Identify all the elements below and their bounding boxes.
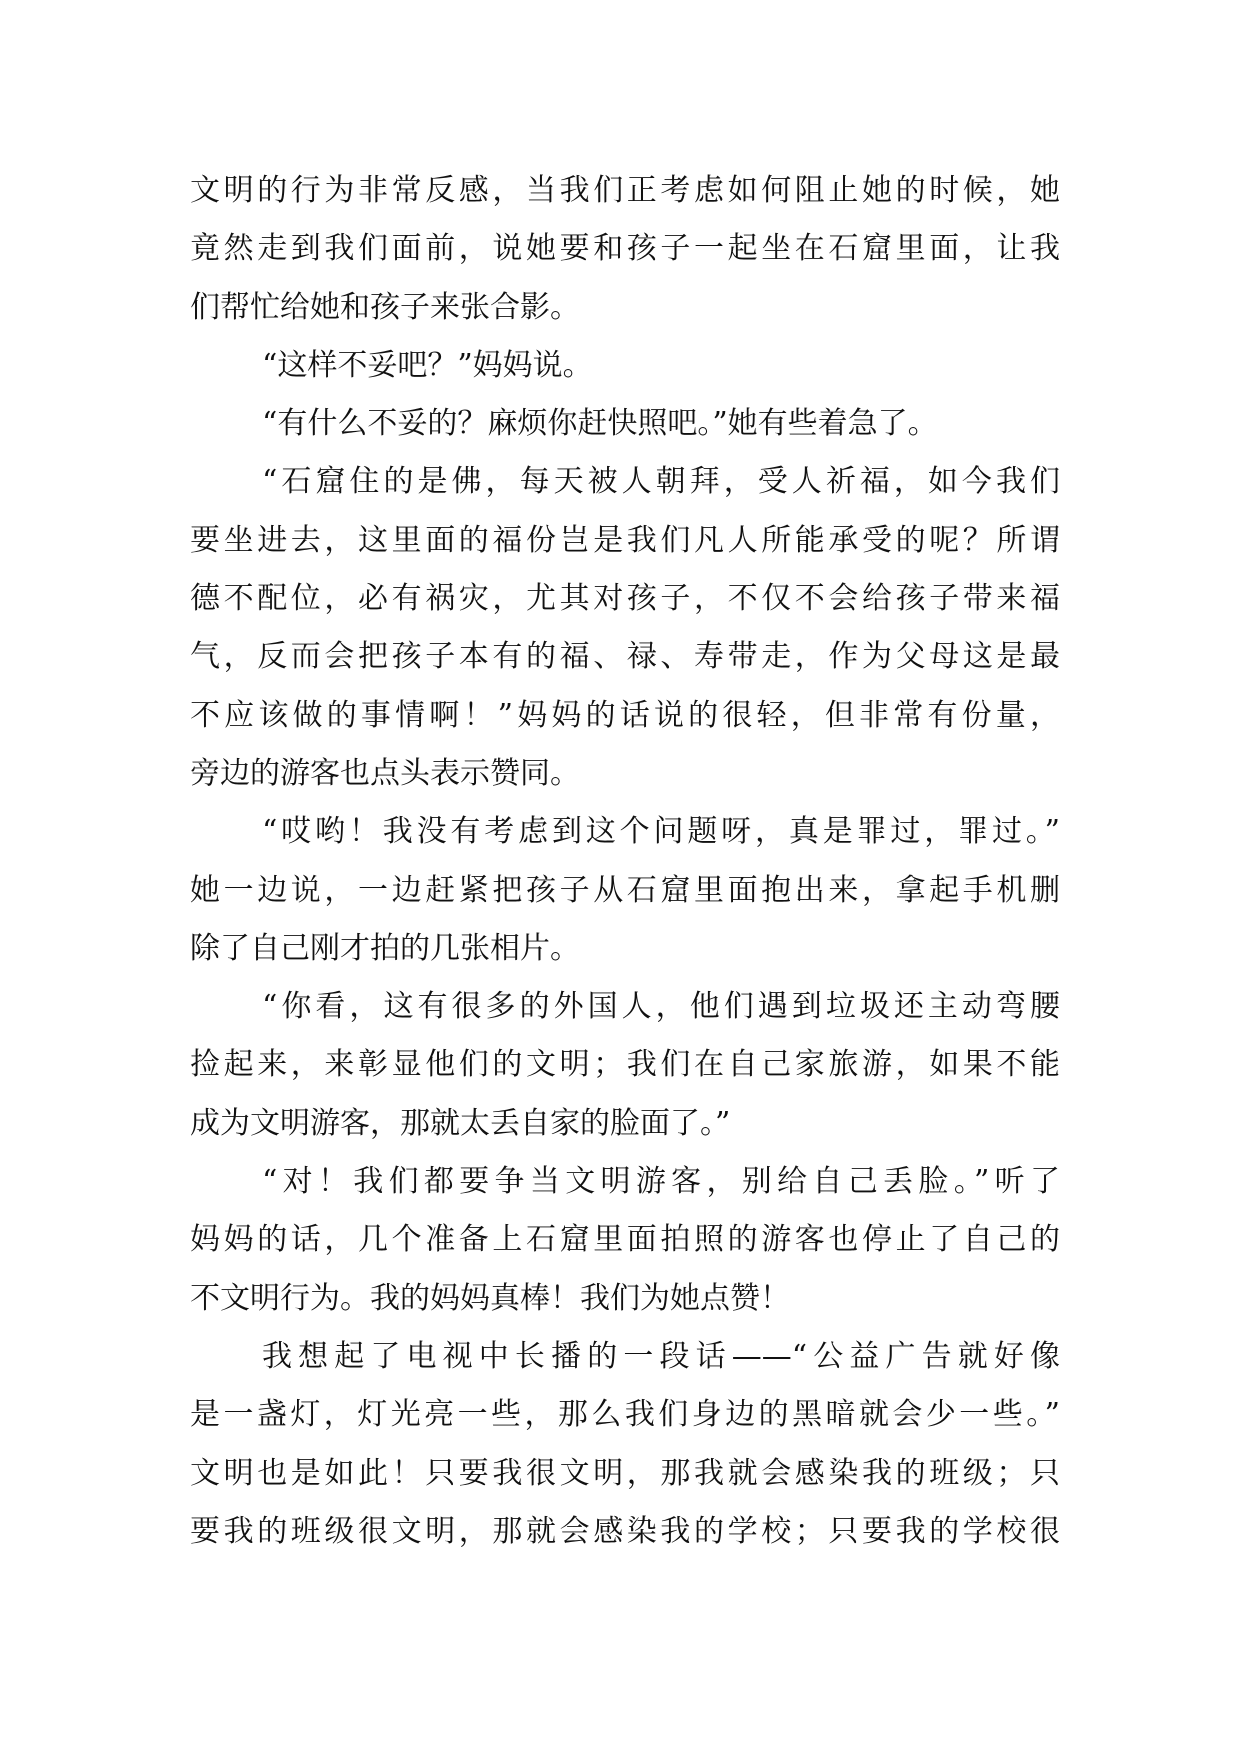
text-line: 是一盏灯，灯光亮一些，那么我们身边的黑暗就会少一些。” [190, 1397, 1060, 1433]
text-line: “哎哟！我没有考虑到这个问题呀，真是罪过，罪过。” [262, 814, 1060, 850]
text-line: 文明也是如此！只要我很文明，那我就会感染我的班级；只 [190, 1455, 1060, 1491]
text-line: 捡起来，来彰显他们的文明；我们在自己家旅游，如果不能 [190, 1047, 1060, 1083]
text-line: 不应该做的事情啊！”妈妈的话说的很轻，但非常有份量， [190, 697, 1060, 733]
text-line: 要坐进去，这里面的福份岂是我们凡人所能承受的呢？所谓 [190, 522, 1060, 558]
text-line: 她一边说，一边赶紧把孩子从石窟里面抱出来，拿起手机删 [190, 872, 1060, 908]
text-line: 德不配位，必有祸灾，尤其对孩子，不仅不会给孩子带来福 [190, 581, 1060, 617]
text-line: “你看，这有很多的外国人，他们遇到垃圾还主动弯腰 [262, 989, 1060, 1025]
text-line: 妈妈的话，几个准备上石窟里面拍照的游客也停止了自己的 [190, 1222, 1060, 1258]
text-line: 不文明行为。我的妈妈真棒！我们为她点赞！ [190, 1280, 790, 1316]
text-line: “石窟住的是佛，每天被人朝拜，受人祈福，如今我们 [262, 464, 1060, 500]
text-line: 除了自己刚才拍的几张相片。 [190, 930, 580, 966]
text-line: 成为文明游客，那就太丢自家的脸面了。” [190, 1105, 731, 1141]
text-line: 文明的行为非常反感，当我们正考虑如何阻止她的时候，她 [190, 173, 1060, 208]
text-line: 竟然走到我们面前，说她要和孩子一起坐在石窟里面，让我 [190, 231, 1060, 267]
text-line: 要我的班级很文明，那就会感染我的学校；只要我的学校很 [190, 1513, 1060, 1549]
text-line: “这样不妥吧？”妈妈说。 [262, 347, 593, 383]
text-line: “有什么不妥的？麻烦你赶快照吧。”她有些着急了。 [262, 406, 938, 442]
text-line: 气，反而会把孩子本有的福、禄、寿带走，作为父母这是最 [190, 639, 1060, 675]
body-text [190, 162, 1060, 1561]
text-line: 们帮忙给她和孩子来张合影。 [190, 289, 580, 325]
text-line: 旁边的游客也点头表示赞同。 [190, 755, 580, 791]
text-line: 我想起了电视中长播的一段话——“公益广告就好像 [262, 1338, 1060, 1374]
text-line: “对！我们都要争当文明游客，别给自己丢脸。”听了 [262, 1164, 1060, 1200]
